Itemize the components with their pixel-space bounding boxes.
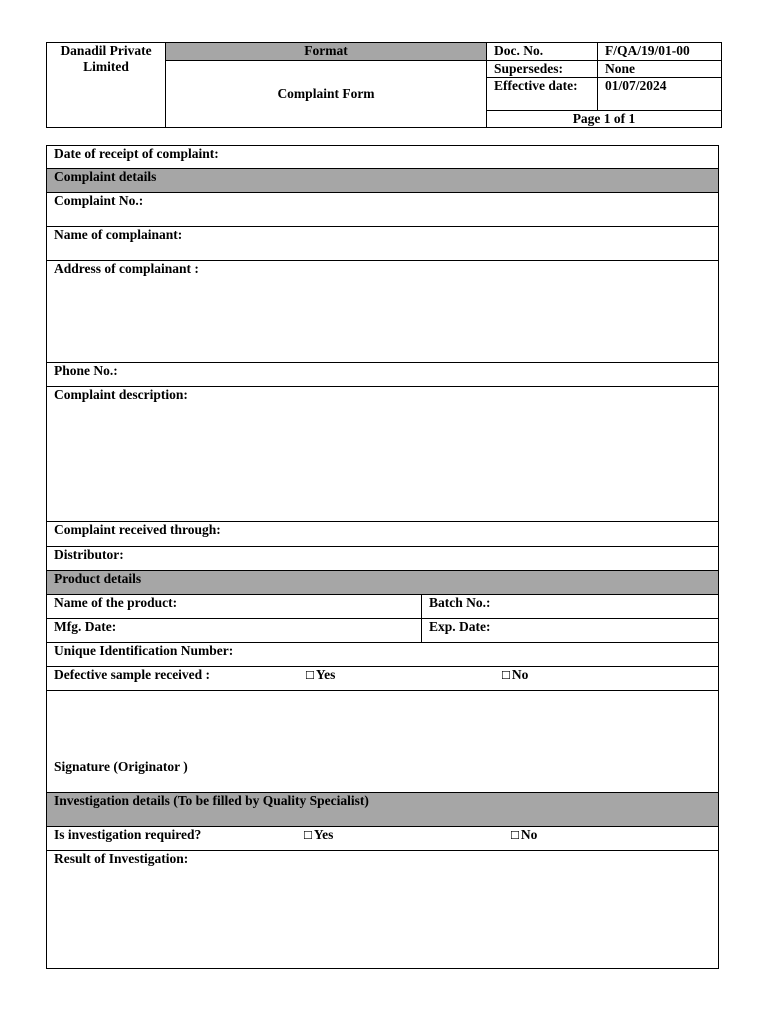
unique-id-field[interactable] [46, 643, 719, 667]
product-details-heading: Product details [54, 571, 142, 586]
result-of-investigation-label: Result of Investigation: [54, 851, 189, 866]
investigation-required-row [46, 827, 719, 851]
distributor-field[interactable] [46, 547, 719, 571]
complaint-description-label: Complaint description: [54, 387, 188, 402]
unique-id-label: Unique Identification Number: [54, 643, 234, 658]
phone-no-field[interactable] [46, 363, 719, 387]
distributor-label: Distributor: [54, 547, 124, 562]
effective-date-value: 01/07/2024 [598, 78, 722, 111]
checkbox-icon[interactable]: ☐ [510, 829, 520, 842]
form-title: Complaint Form [166, 61, 487, 128]
investigation-required-yes-option[interactable] [303, 827, 333, 844]
investigation-required-label: Is investigation required? [54, 827, 202, 842]
doc-no-value: F/QA/19/01-00 [598, 43, 722, 61]
batch-no-label: Batch No.: [429, 595, 491, 610]
address-of-complainant-label: Address of complainant : [54, 261, 199, 276]
mfg-date-field[interactable] [47, 619, 422, 642]
name-of-complainant-label: Name of complainant: [54, 227, 183, 242]
defective-sample-yes-option[interactable] [305, 667, 335, 684]
investigation-details-section [46, 793, 719, 827]
format-label: Format [166, 43, 487, 61]
complaint-received-through-field[interactable] [46, 522, 719, 547]
signature-originator-label: Signature (Originator ) [54, 759, 188, 774]
defective-sample-label: Defective sample received : [54, 667, 211, 682]
complaint-no-label: Complaint No.: [54, 193, 144, 208]
mfg-date-label: Mfg. Date: [54, 619, 117, 634]
company-name: Danadil Private Limited [47, 43, 166, 128]
name-of-product-label: Name of the product: [54, 595, 178, 610]
exp-date-label: Exp. Date: [429, 619, 491, 634]
complaint-description-field[interactable] [46, 387, 719, 522]
doc-no-label: Doc. No. [487, 43, 598, 61]
checkbox-icon[interactable]: ☐ [501, 669, 511, 682]
yes-label: Yes [315, 667, 336, 682]
date-of-receipt-field[interactable] [46, 145, 719, 169]
yes-label: Yes [313, 827, 334, 842]
complaint-details-heading: Complaint details [54, 169, 157, 184]
no-label: No [520, 827, 538, 842]
address-of-complainant-field[interactable] [46, 261, 719, 363]
investigation-required-no-option[interactable] [510, 827, 537, 844]
investigation-details-heading: Investigation details (To be filled by Quality Specialist) [54, 793, 369, 808]
date-of-receipt-label: Date of receipt of complaint: [54, 146, 219, 161]
page-number: Page 1 of 1 [487, 111, 722, 128]
checkbox-icon[interactable]: ☐ [305, 669, 315, 682]
name-of-product-field[interactable] [47, 595, 422, 618]
complaint-no-field[interactable] [46, 193, 719, 227]
checkbox-icon[interactable]: ☐ [303, 829, 313, 842]
defective-sample-row [46, 667, 719, 691]
product-details-section [46, 571, 719, 595]
dates-row [46, 619, 719, 643]
exp-date-field[interactable] [422, 619, 718, 642]
supersedes-value: None [598, 61, 722, 78]
defective-sample-no-option[interactable] [501, 667, 528, 684]
supersedes-label: Supersedes: [487, 61, 598, 78]
effective-date-label: Effective date: [487, 78, 598, 111]
no-label: No [511, 667, 529, 682]
complaint-received-through-label: Complaint received through: [54, 522, 221, 537]
complaint-details-section [46, 169, 719, 193]
product-row [46, 595, 719, 619]
document-header [46, 42, 722, 128]
batch-no-field[interactable] [422, 595, 718, 618]
complaint-form [46, 145, 719, 969]
phone-no-label: Phone No.: [54, 363, 118, 378]
name-of-complainant-field[interactable] [46, 227, 719, 261]
result-of-investigation-field[interactable] [46, 851, 719, 969]
originator-signature-field[interactable] [46, 691, 719, 793]
